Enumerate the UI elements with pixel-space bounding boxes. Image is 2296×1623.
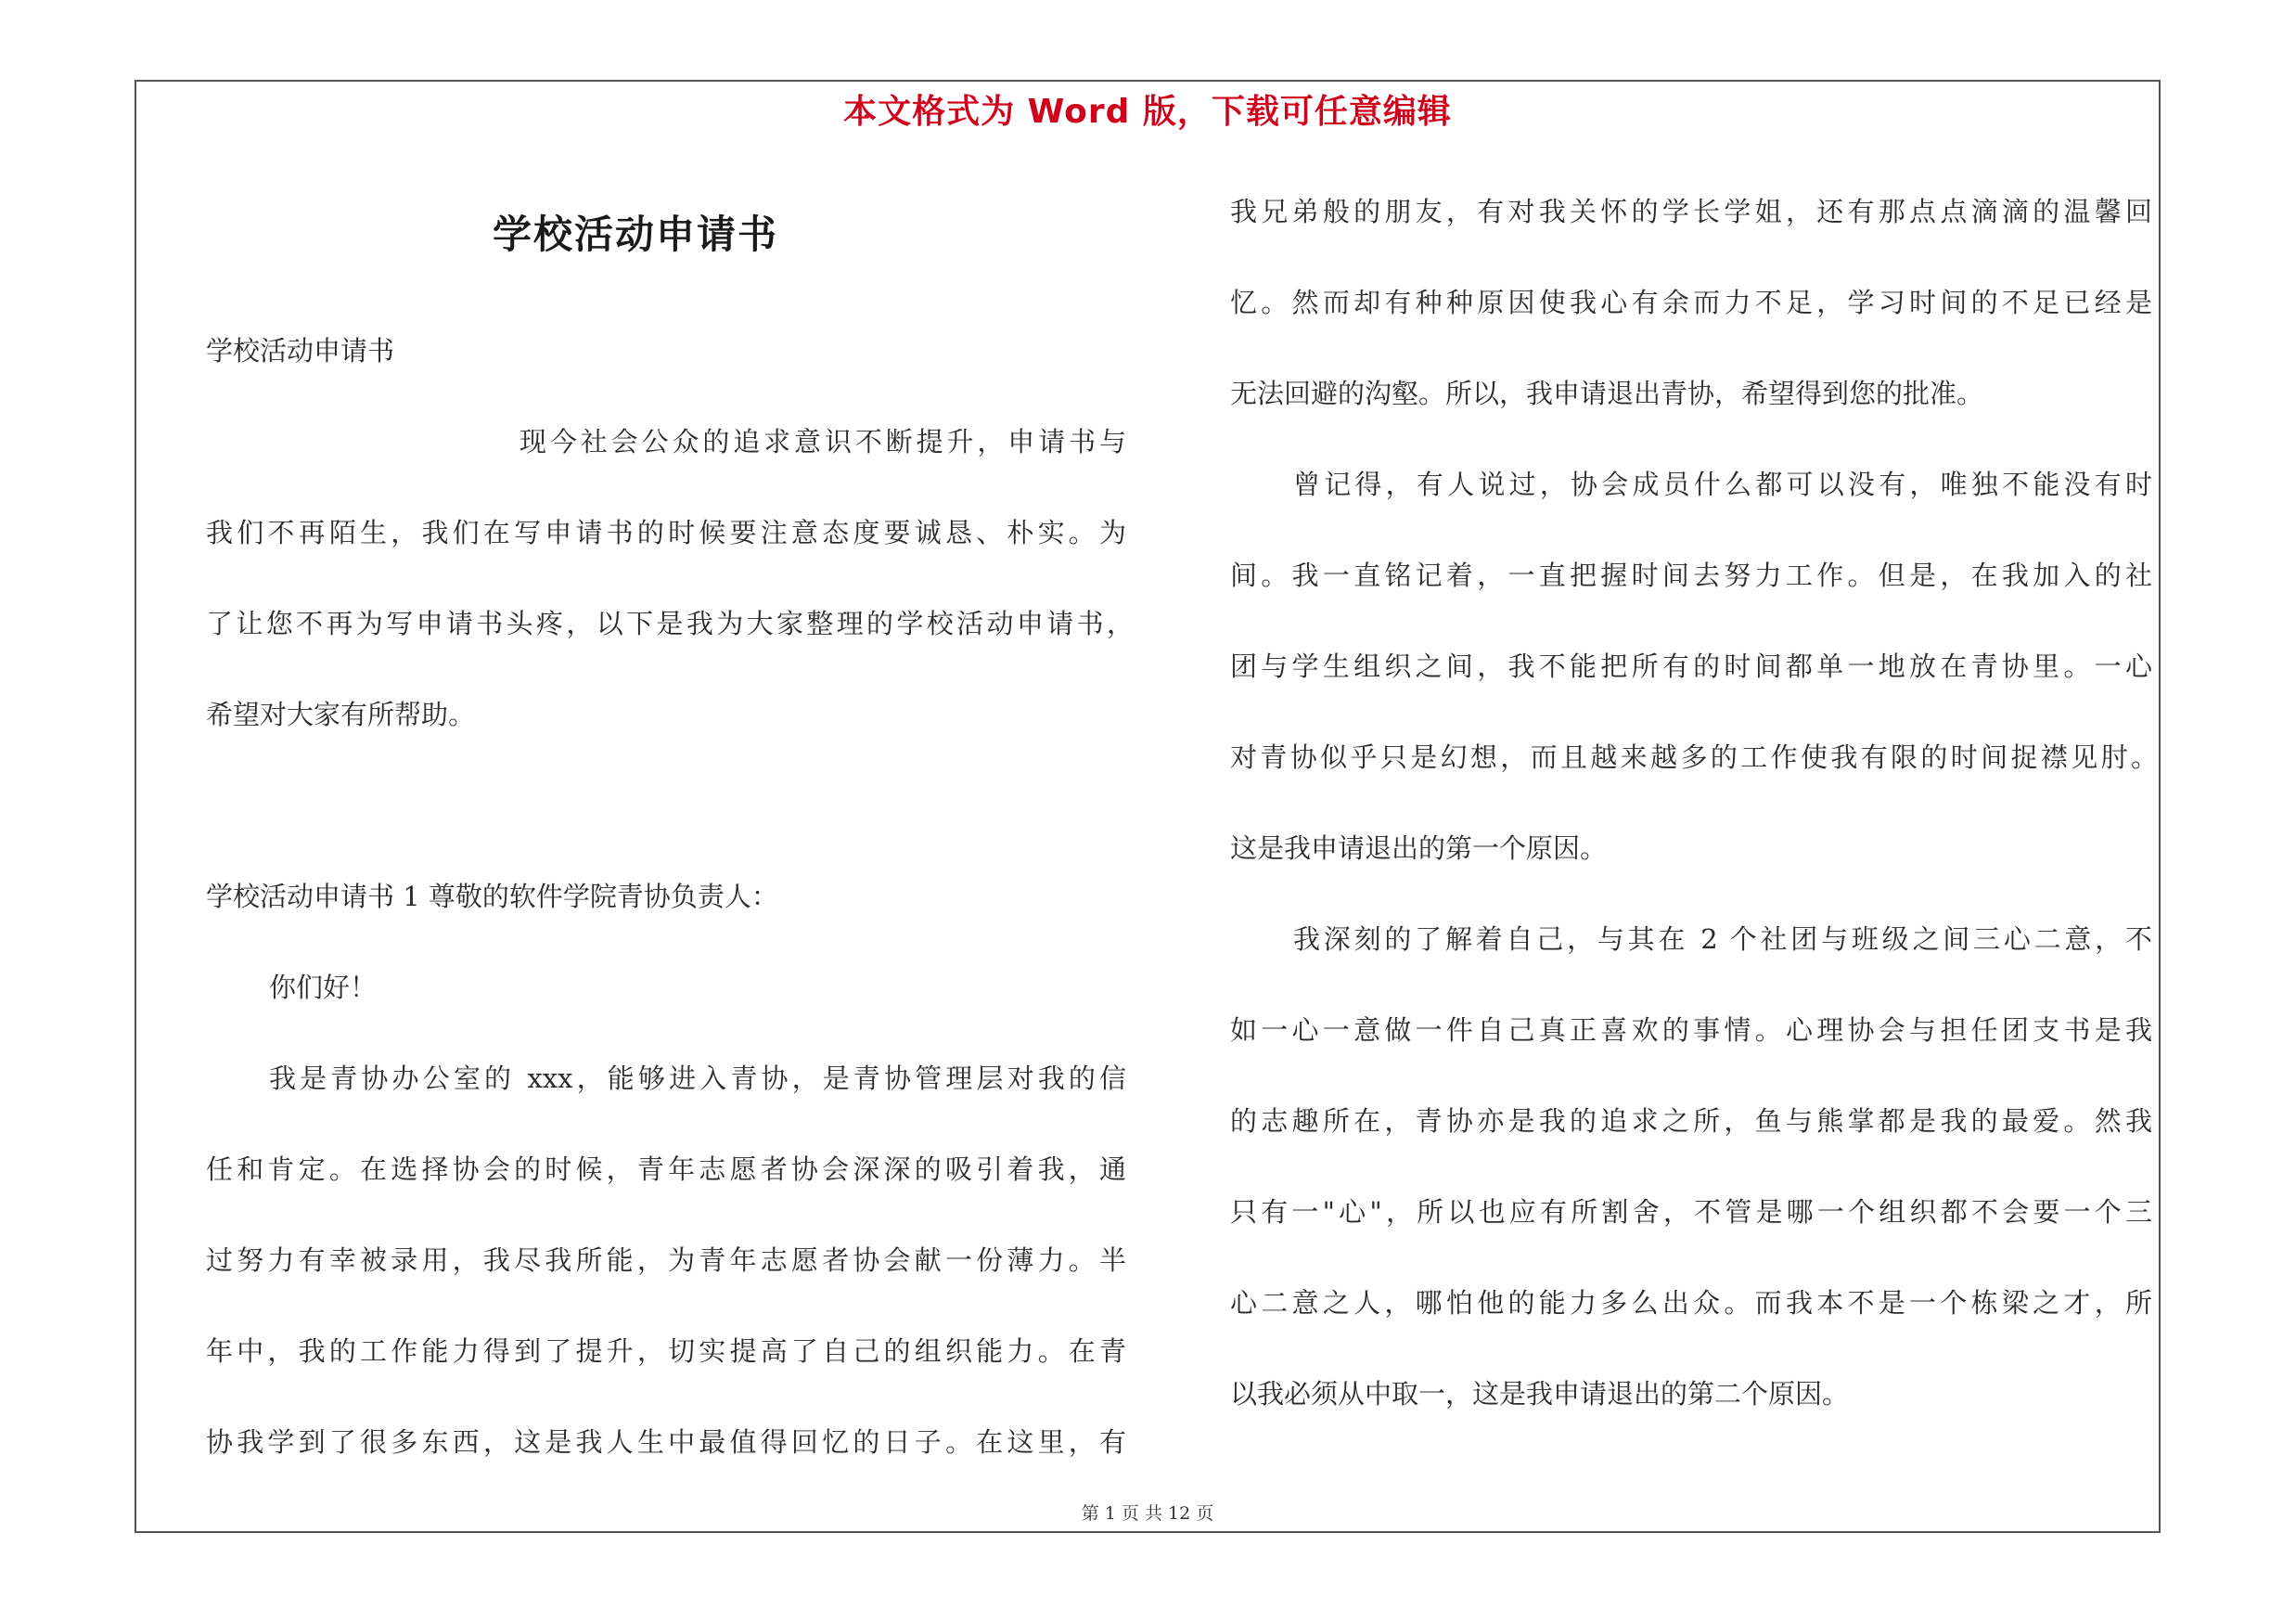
paragraph-line: 任和肯定。在选择协会的时候，青年志愿者协会深深的吸引着我，通 <box>206 1153 1126 1185</box>
paragraph-line: 无法回避的沟壑。所以，我申请退出青协，希望得到您的批准。 <box>1230 378 1984 409</box>
heading-line: 学校活动申请书 1 尊敬的软件学院青协负责人： <box>206 881 778 912</box>
paragraph-line: 的志趣所在，青协亦是我的追求之所，鱼与熊掌都是我的最爱。然我 <box>1230 1105 2152 1137</box>
subtitle-line: 学校活动申请书 <box>206 335 395 367</box>
paragraph-line: 以我必须从中取一，这是我申请退出的第二个原因。 <box>1230 1378 1850 1410</box>
paragraph-line: 我们不再陌生，我们在写申请书的时候要注意态度要诚恳、朴实。为 <box>206 517 1126 548</box>
paragraph-line: 忆。然而却有种种原因使我心有余而力不足，学习时间的不足已经是 <box>1230 287 2152 318</box>
paragraph-line: 曾记得，有人说过，协会成员什么都可以没有，唯独不能没有时 <box>1293 469 2152 500</box>
paragraph-line: 如一心一意做一件自己真正喜欢的事情。心理协会与担任团支书是我 <box>1230 1014 2152 1046</box>
paragraph-line: 协我学到了很多东西，这是我人生中最值得回忆的日子。在这里，有 <box>206 1426 1126 1458</box>
greeting-line: 你们好！ <box>269 972 378 1003</box>
paragraph-line: 心二意之人，哪怕他的能力多么出众。而我本不是一个栋梁之才，所 <box>1230 1287 2152 1319</box>
paragraph-line: 我兄弟般的朋友，有对我关怀的学长学姐，还有那点点滴滴的温馨回 <box>1230 196 2152 227</box>
paragraph-line: 我深刻的了解着自己，与其在 2 个社团与班级之间三心二意，不 <box>1293 923 2152 955</box>
paragraph-line: 团与学生组织之间，我不能把所有的时间都单一地放在青协里。一心 <box>1230 650 2152 682</box>
paragraph-line: 对青协似乎只是幻想，而且越来越多的工作使我有限的时间捉襟见肘。 <box>1230 741 2158 773</box>
paragraph-line: 现今社会公众的追求意识不断提升，申请书与 <box>519 426 1126 457</box>
format-banner: 本文格式为 Word 版，下载可任意编辑 <box>843 93 1452 131</box>
paragraph-line: 过努力有幸被录用，我尽我所能，为青年志愿者协会献一份薄力。半 <box>206 1244 1126 1276</box>
paragraph-line: 我是青协办公室的 xxx，能够进入青协，是青协管理层对我的信 <box>269 1063 1126 1094</box>
paragraph-line: 这是我申请退出的第一个原因。 <box>1230 832 1608 864</box>
paragraph-line: 了让您不再为写申请书头疼，以下是我为大家整理的学校活动申请书， <box>206 608 1134 639</box>
page-footer: 第 1 页 共 12 页 <box>1081 1503 1214 1524</box>
paragraph-line: 间。我一直铭记着，一直把握时间去努力工作。但是，在我加入的社 <box>1230 560 2152 591</box>
document-title: 学校活动申请书 <box>492 212 778 257</box>
paragraph-line: 只有一"心"，所以也应有所割舍，不管是哪一个组织都不会要一个三 <box>1230 1196 2152 1228</box>
paragraph-line: 希望对大家有所帮助。 <box>206 699 476 730</box>
paragraph-line: 年中，我的工作能力得到了提升，切实提高了自己的组织能力。在青 <box>206 1335 1126 1367</box>
